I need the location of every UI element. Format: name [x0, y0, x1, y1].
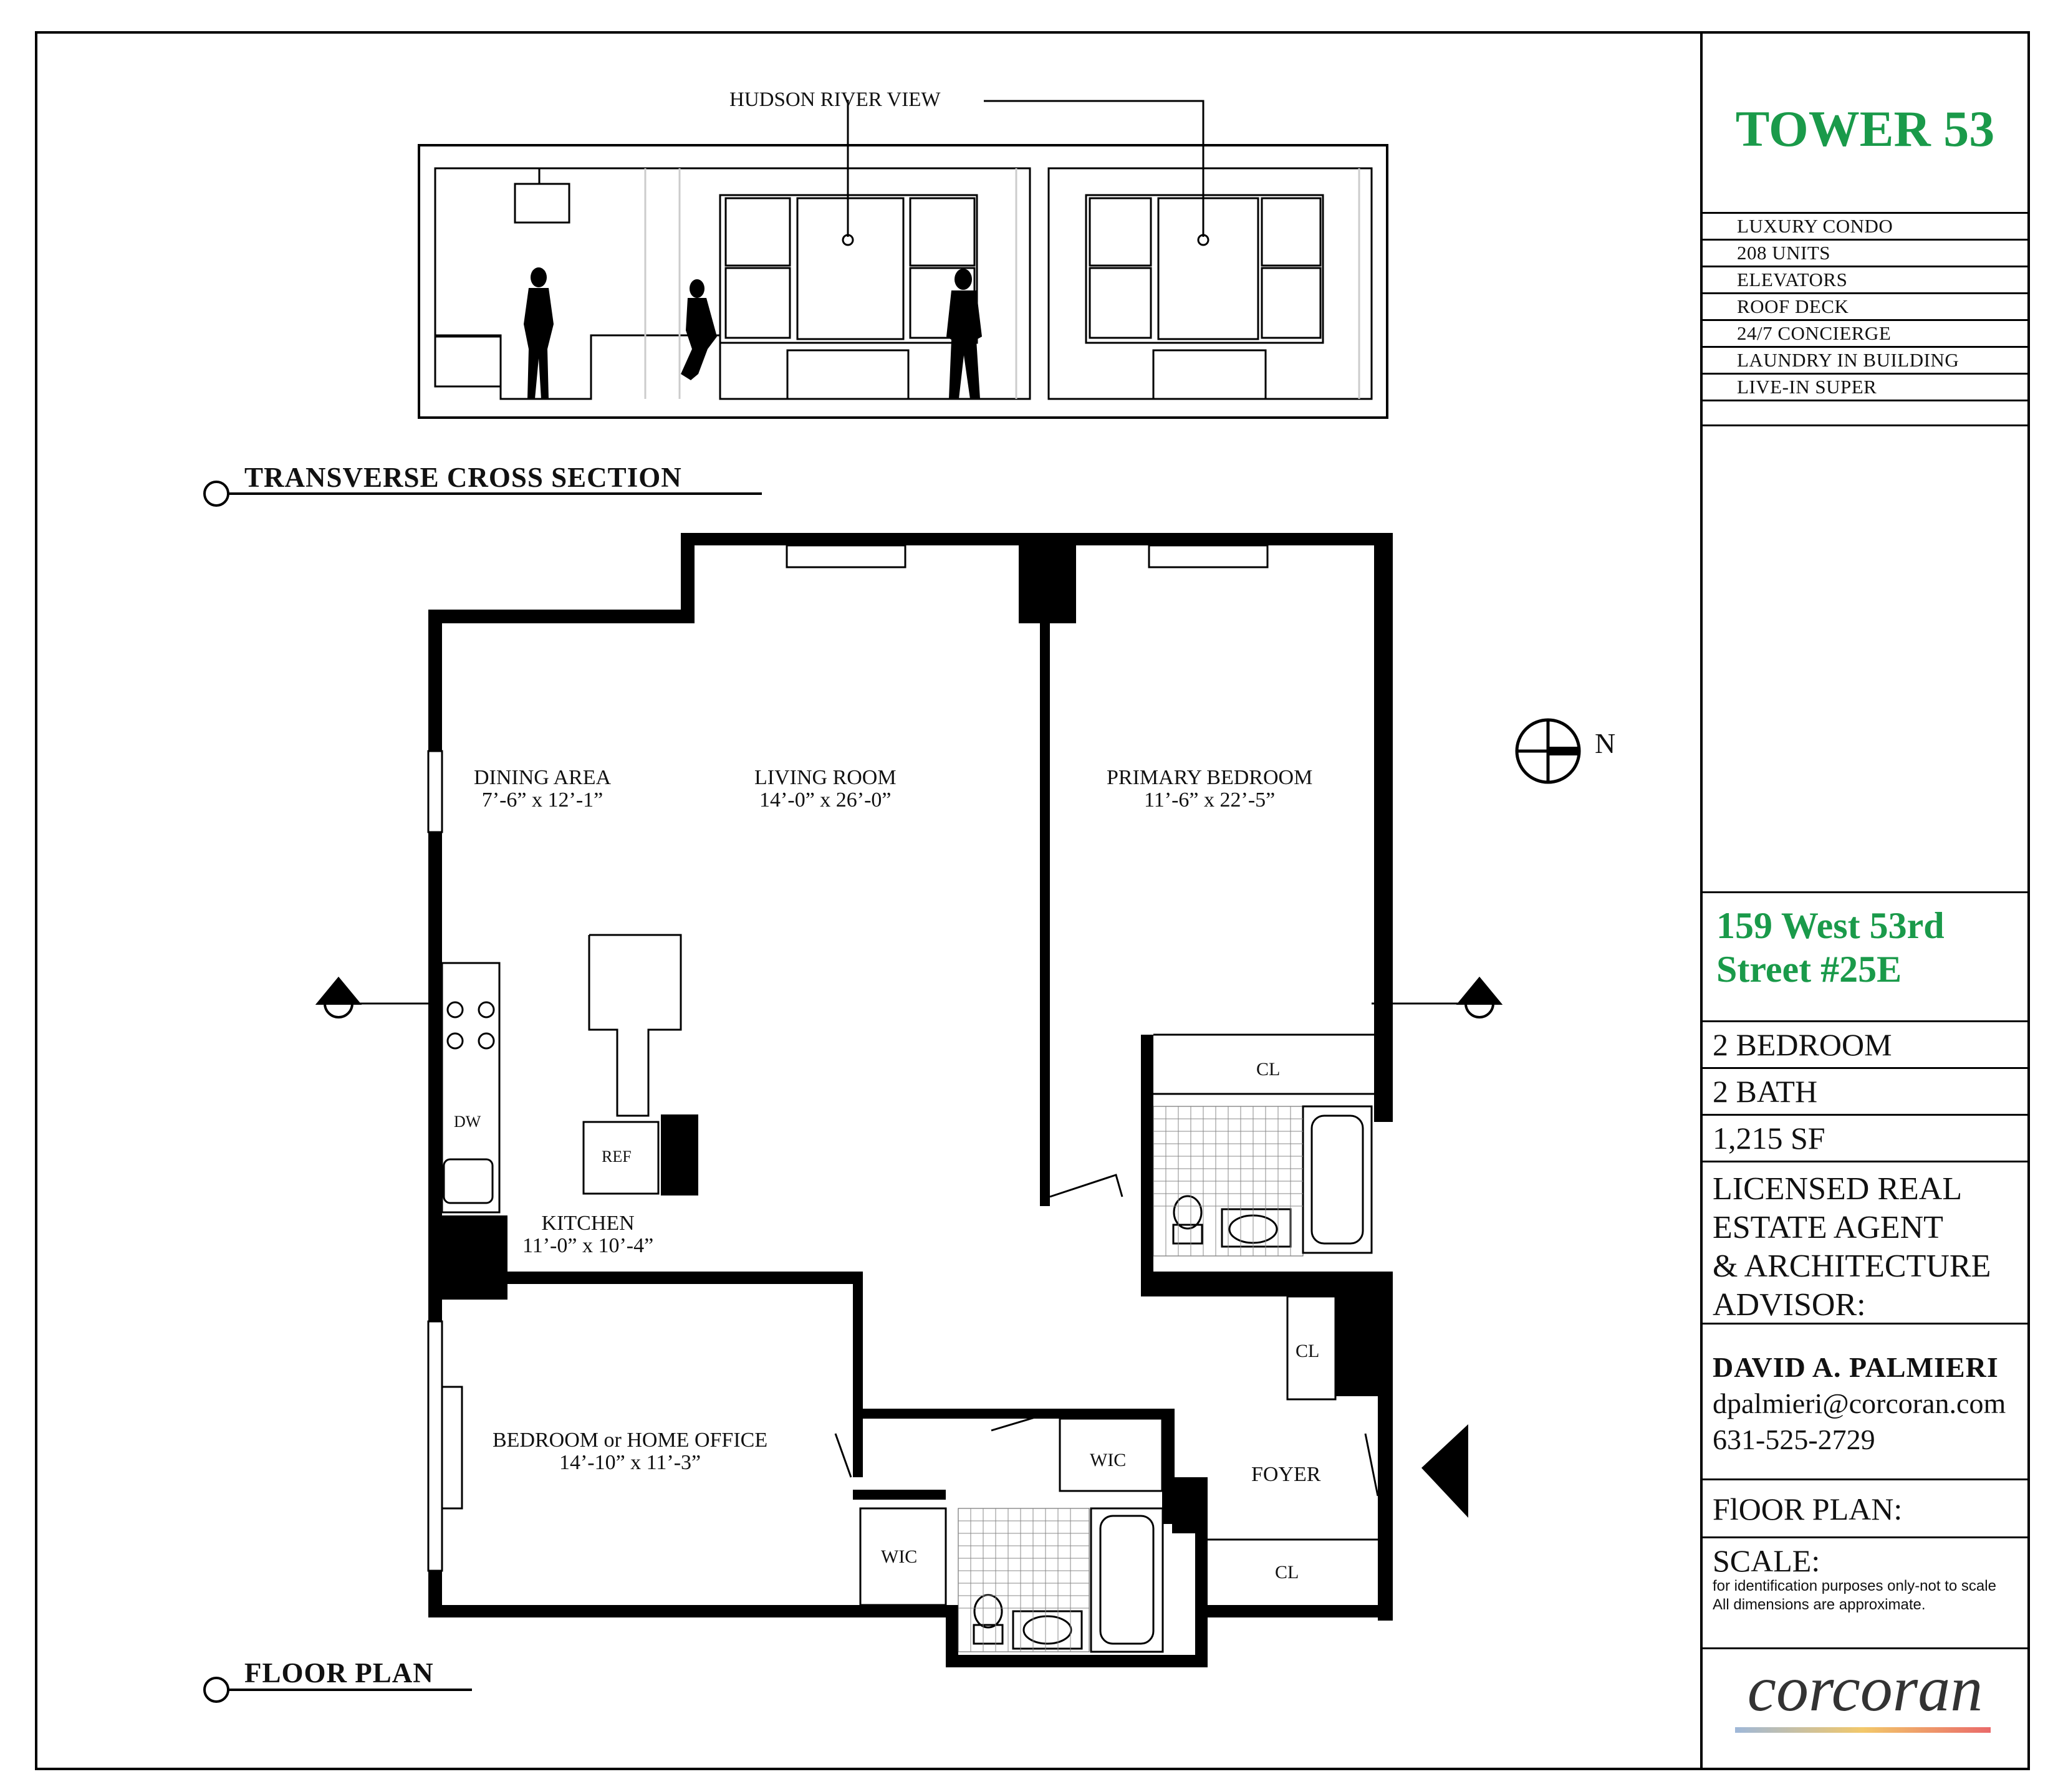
scale-note: for identification purposes only-not to scale: [1713, 1578, 1996, 1594]
closet-foyer: CL: [1275, 1562, 1299, 1583]
amenity-item: ELEVATORS: [1701, 267, 2029, 294]
wic-hall: WIC: [1090, 1450, 1127, 1470]
amenity-item: LIVE-IN SUPER: [1701, 375, 2029, 401]
brand-logo: corcoran: [1747, 1653, 1983, 1725]
agent-role: [1701, 1162, 2029, 1325]
amenity-blank-row: [1701, 401, 2029, 426]
room-dims: 7’-6” x 12’-1”: [481, 788, 603, 812]
closet-primary: CL: [1256, 1059, 1281, 1080]
room-foyer: FOYER: [1251, 1463, 1321, 1486]
room-name: BEDROOM or HOME OFFICE: [493, 1429, 768, 1452]
callout-hudson-view: HUDSON RIVER VIEW: [729, 89, 941, 111]
room-office: [493, 1429, 767, 1474]
baths-row: 2 BATH: [1701, 1069, 2029, 1116]
room-name: PRIMARY BEDROOM: [1107, 766, 1313, 789]
address-row: [1701, 893, 2029, 1022]
bedrooms-row: 2 BEDROOM: [1701, 1022, 2029, 1069]
closet-hall: CL: [1296, 1341, 1320, 1361]
people-silhouettes: [524, 267, 982, 399]
amenity-item: LAUNDRY IN BUILDING: [1701, 348, 2029, 375]
area-row: 1,215 SF: [1701, 1116, 2029, 1162]
room-name: KITCHEN: [541, 1212, 635, 1235]
floor-plan-label: FlOOR PLAN:: [1701, 1480, 2029, 1538]
room-dims: 11’-0” x 10’-4”: [522, 1234, 654, 1257]
cross-section: [419, 100, 1387, 418]
room-name: LIVING ROOM: [754, 766, 897, 789]
wic-office: WIC: [881, 1546, 918, 1567]
amenity-item: 24/7 CONCIERGE: [1701, 321, 2029, 348]
north-label: N: [1595, 727, 1616, 759]
agent-name: DAVID A. PALMIERI: [1713, 1351, 1999, 1383]
building-name: TOWER 53: [1735, 100, 1995, 157]
entry-arrow-icon: [1421, 1424, 1468, 1518]
title-block-blank: [1701, 428, 2029, 893]
tile-grid: [958, 1106, 1303, 1652]
amenity-item: 208 UNITS: [1701, 241, 2029, 267]
north-arrow-icon: [1517, 720, 1579, 782]
address-line-2: Street #25E: [1716, 949, 1902, 990]
title-block-header: [1701, 32, 2029, 214]
room-name: DINING AREA: [474, 766, 612, 789]
room-dining: [474, 767, 611, 812]
scale-label: SCALE:: [1713, 1543, 1820, 1578]
amenity-list: [1701, 214, 2029, 426]
plan-title: FLOOR PLAN: [244, 1657, 434, 1689]
agent-contact: [1701, 1325, 2029, 1480]
refrigerator-label: REF: [602, 1148, 632, 1166]
agent-role-line: LICENSED REAL: [1713, 1171, 1963, 1207]
scale-block: [1701, 1538, 2029, 1649]
scale-note: All dimensions are approximate.: [1713, 1596, 1926, 1613]
agent-role-line: ADVISOR:: [1713, 1287, 1866, 1323]
address-line-1: 159 West 53rd: [1716, 905, 1945, 946]
exterior-walls: [428, 533, 1393, 1667]
section-title: TRANSVERSE CROSS SECTION: [244, 462, 682, 493]
room-dims: 11’-6” x 22’-5”: [1144, 788, 1276, 812]
room-primary-bedroom: [1107, 767, 1312, 812]
section-markers: [318, 979, 1500, 1017]
amenity-item: ROOF DECK: [1701, 294, 2029, 321]
agent-phone[interactable]: 631-525-2729: [1713, 1424, 1875, 1455]
room-dims: 14’-10” x 11’-3”: [559, 1451, 701, 1474]
room-kitchen: [522, 1212, 653, 1257]
room-dims: 14’-0” x 26’-0”: [759, 788, 892, 812]
agent-role-line: & ARCHITECTURE: [1713, 1248, 1991, 1284]
agent-role-line: ESTATE AGENT: [1713, 1210, 1943, 1245]
brand-underline: [1735, 1727, 1991, 1733]
dishwasher-label: DW: [454, 1113, 481, 1131]
room-living: [754, 767, 897, 812]
agent-email[interactable]: dpalmieri@corcoran.com: [1713, 1387, 2006, 1419]
amenity-item: LUXURY CONDO: [1701, 214, 2029, 241]
